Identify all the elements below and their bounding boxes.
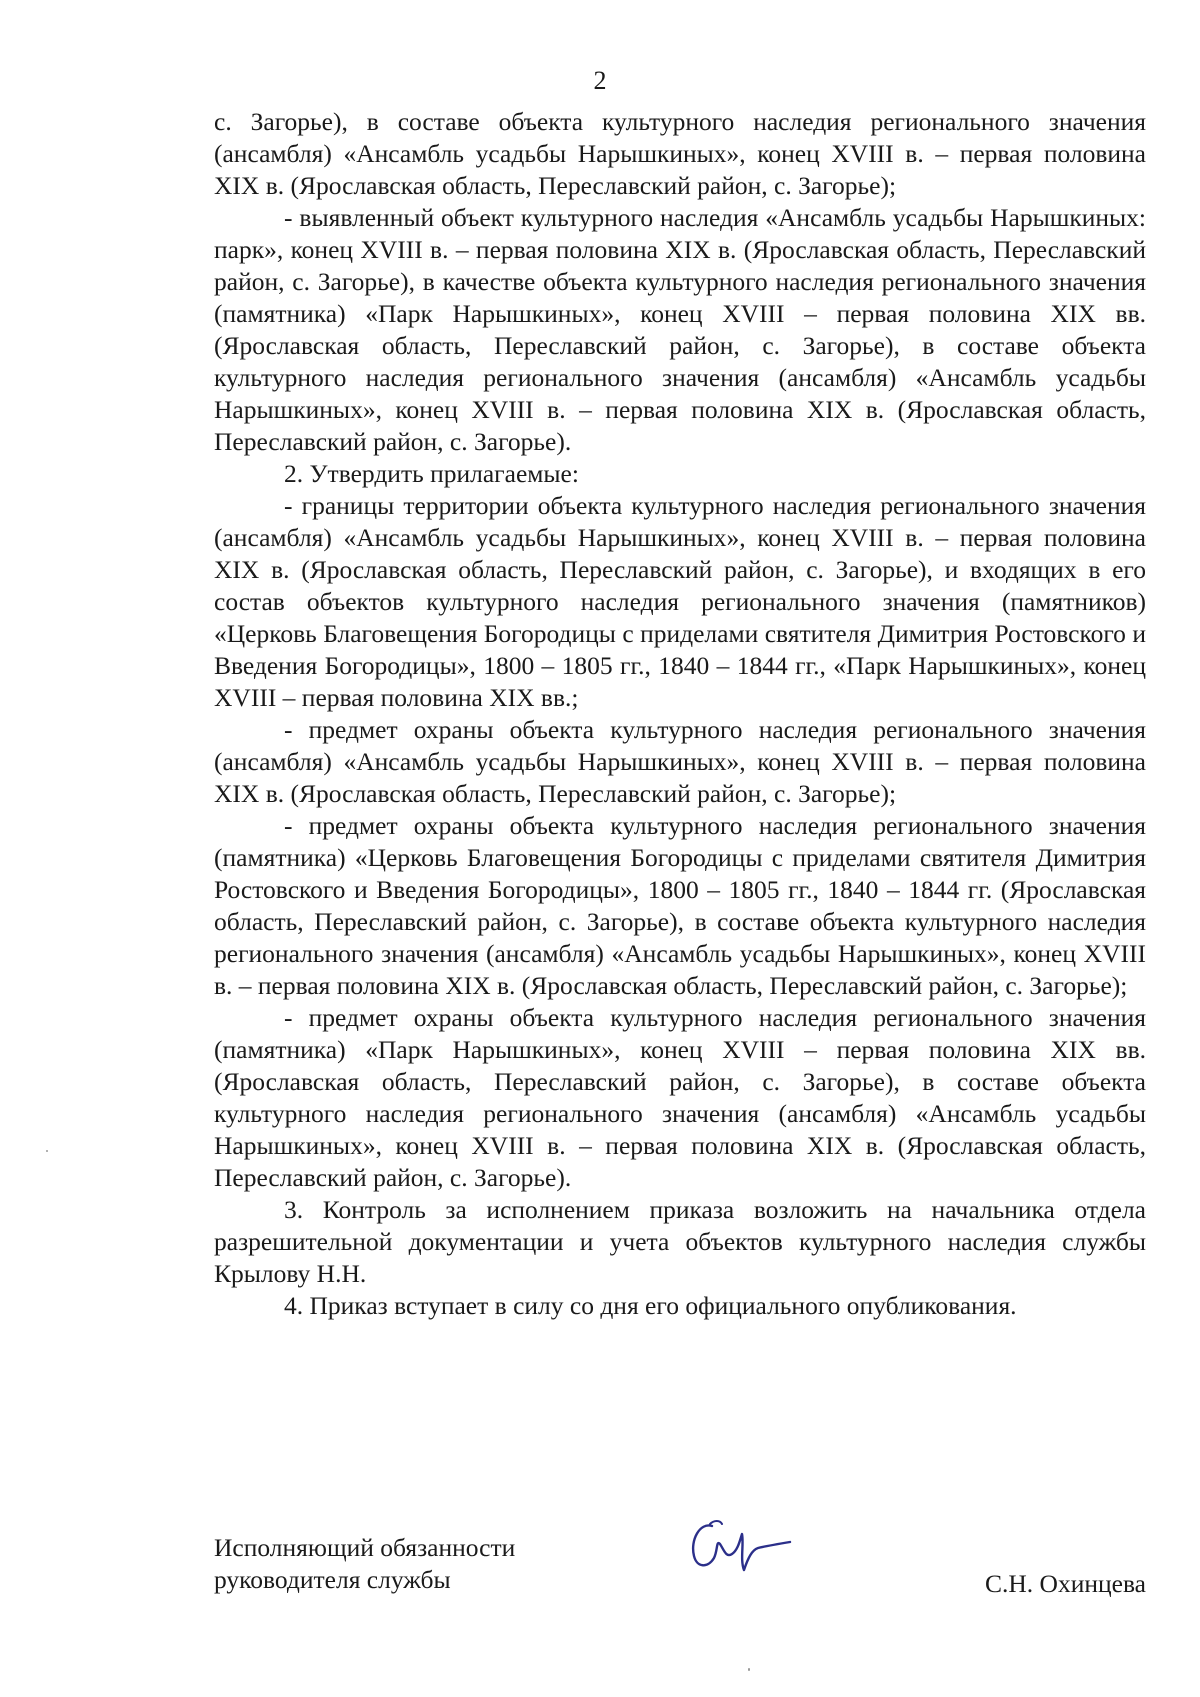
signer-role <box>214 1532 594 1596</box>
paragraph-identified-object: - выявленный объект культурного наследия «Ансамбль усадьбы Нарышкиных: парк», конец XVIII в. – первая половина XIX в. (Ярославская область, Переславский район, с. Загорье), в качестве объекта культурного наследия регионального значения (памятника) «Парк Нарышкиных», конец XVIII – первая половина XIX вв. (Ярославская область, Переславский район, с. Загорье), в составе объекта культурного наследия регионального значения (ансамбля) «Ансамбль усадьбы Нарышкиных», конец XVIII в. – первая половина XIX в. (Ярославская область, Переславский район, с. Загорье). <box>214 203 1146 456</box>
signer-role-line-1: Исполняющий обязанности <box>214 1533 516 1562</box>
paragraph-territory-boundaries: - границы территории объекта культурного наследия регионального значения (ансамбля) «Ансамбль усадьбы Нарышкиных», конец XVIII в. – первая половина XIX в. (Ярославская область, Переславский район, с. Загорье), и входящих в его состав объектов культурного наследия регионального значения (памятников) «Церковь Благовещения Богородицы с приделами святителя Димитрия Ростовского и Введения Богородицы», 1800 – 1805 гг., 1840 – 1844 гг., «Парк Нарышкиных», конец XVIII – первая половина XIX вв.; <box>214 491 1146 712</box>
paragraph-control: 3. Контроль за исполнением приказа возложить на начальника отдела разрешительной документации и учета объектов культурного наследия службы Крылову Н.Н. <box>214 1195 1146 1288</box>
signature-block <box>214 1532 1146 1622</box>
page-number: 2 <box>593 66 607 95</box>
handwritten-signature <box>682 1510 802 1588</box>
paragraph-protection-ensemble: - предмет охраны объекта культурного наследия регионального значения (ансамбля) «Ансамбль усадьбы Нарышкиных», конец XVIII в. – первая половина XIX в. (Ярославская область, Переславский район, с. Загорье); <box>214 715 1146 808</box>
scan-artifact <box>748 1668 750 1671</box>
paragraph-continuation: с. Загорье), в составе объекта культурного наследия регионального значения (ансамбля) «Ансамбль усадьбы Нарышкиных», конец XVIII в. – первая половина XIX в. (Ярославская область, Переславский район, с. Загорье); <box>214 107 1146 200</box>
scan-artifact <box>46 1150 48 1152</box>
paragraph-entry-into-force: 4. Приказ вступает в силу со дня его официального опубликования. <box>284 1291 1017 1320</box>
signer-name: С.Н. Охинцева <box>985 1569 1146 1598</box>
paragraph-approve-heading: 2. Утвердить прилагаемые: <box>284 459 579 488</box>
paragraph-protection-church: - предмет охраны объекта культурного наследия регионального значения (памятника) «Церковь Благовещения Богородицы с приделами святителя Димитрия Ростовского и Введения Богородицы», 1800 – 1805 гг., 1840 – 1844 гг. (Ярославская область, Переславский район, с. Загорье), в составе объекта культурного наследия регионального значения (ансамбля) «Ансамбль усадьбы Нарышкиных», конец XVIII в. – первая половина XIX в. (Ярославская область, Переславский район, с. Загорье); <box>214 811 1146 1000</box>
document-body <box>214 106 1146 1322</box>
paragraph-protection-park: - предмет охраны объекта культурного наследия регионального значения (памятника) «Парк Нарышкиных», конец XVIII – первая половина XIX вв. (Ярославская область, Переславский район, с. Загорье), в составе объекта культурного наследия регионального значения (ансамбля) «Ансамбль усадьбы Нарышкиных», конец XVIII в. – первая половина XIX в. (Ярославская область, Переславский район, с. Загорье). <box>214 1003 1146 1192</box>
signer-role-line-2: руководителя службы <box>214 1565 451 1594</box>
